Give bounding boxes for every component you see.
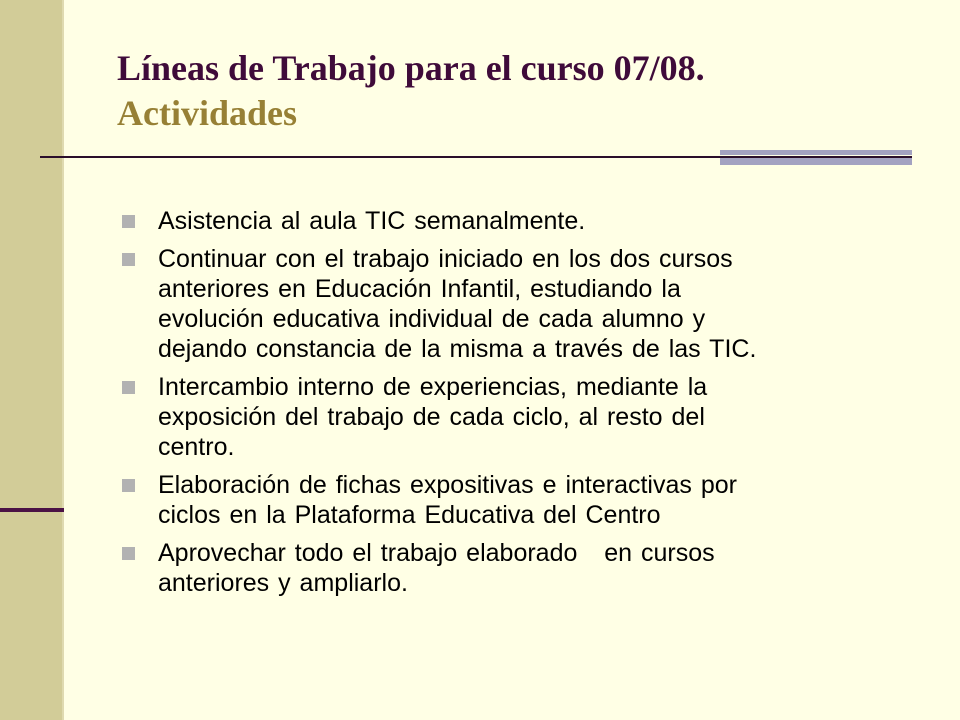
sidebar-accent-line bbox=[0, 508, 64, 512]
slide-sidebar-bar bbox=[0, 0, 64, 720]
bullet-item bbox=[122, 470, 902, 530]
bullet-line: exposición del trabajo de cada ciclo, al resto del bbox=[158, 403, 705, 431]
bullet-line: ciclos en la Plataforma Educativa del Centro bbox=[158, 501, 661, 529]
bullet-line: Asistencia al aula TIC semanalmente. bbox=[158, 207, 586, 235]
square-bullet-icon bbox=[122, 215, 135, 228]
slide-title-line-2: Actividades bbox=[117, 93, 297, 133]
bullet-line: Continuar con el trabajo iniciado en los dos cursos bbox=[158, 245, 733, 273]
bullet-list bbox=[122, 206, 902, 606]
square-bullet-icon bbox=[122, 479, 135, 492]
bullet-line: Aprovechar todo el trabajo elaborado en cursos bbox=[158, 539, 715, 567]
bullet-line: evolución educativa individual de cada alumno y bbox=[158, 305, 706, 333]
bullet-line: Intercambio interno de experiencias, mediante la bbox=[158, 373, 708, 401]
square-bullet-icon bbox=[122, 253, 135, 266]
square-bullet-icon bbox=[122, 381, 135, 394]
bullet-line: centro. bbox=[158, 433, 235, 461]
bullet-item bbox=[122, 206, 902, 236]
slide-title-line-1: Líneas de Trabajo para el curso 07/08. bbox=[117, 48, 705, 88]
divider-accent-band-bottom bbox=[720, 158, 912, 165]
bullet-line: Elaboración de fichas expositivas e interactivas por bbox=[158, 471, 737, 499]
square-bullet-icon bbox=[122, 547, 135, 560]
bullet-item bbox=[122, 372, 902, 462]
bullet-line: anteriores y ampliarlo. bbox=[158, 569, 408, 597]
divider-accent-band-top bbox=[720, 150, 912, 155]
bullet-item bbox=[122, 538, 902, 598]
bullet-item bbox=[122, 244, 902, 364]
bullet-line: dejando constancia de la misma a través de las TIC. bbox=[158, 335, 757, 363]
bullet-line: anteriores en Educación Infantil, estudiando la bbox=[158, 275, 681, 303]
title-divider-accent bbox=[720, 150, 912, 166]
slide-title bbox=[117, 46, 917, 136]
